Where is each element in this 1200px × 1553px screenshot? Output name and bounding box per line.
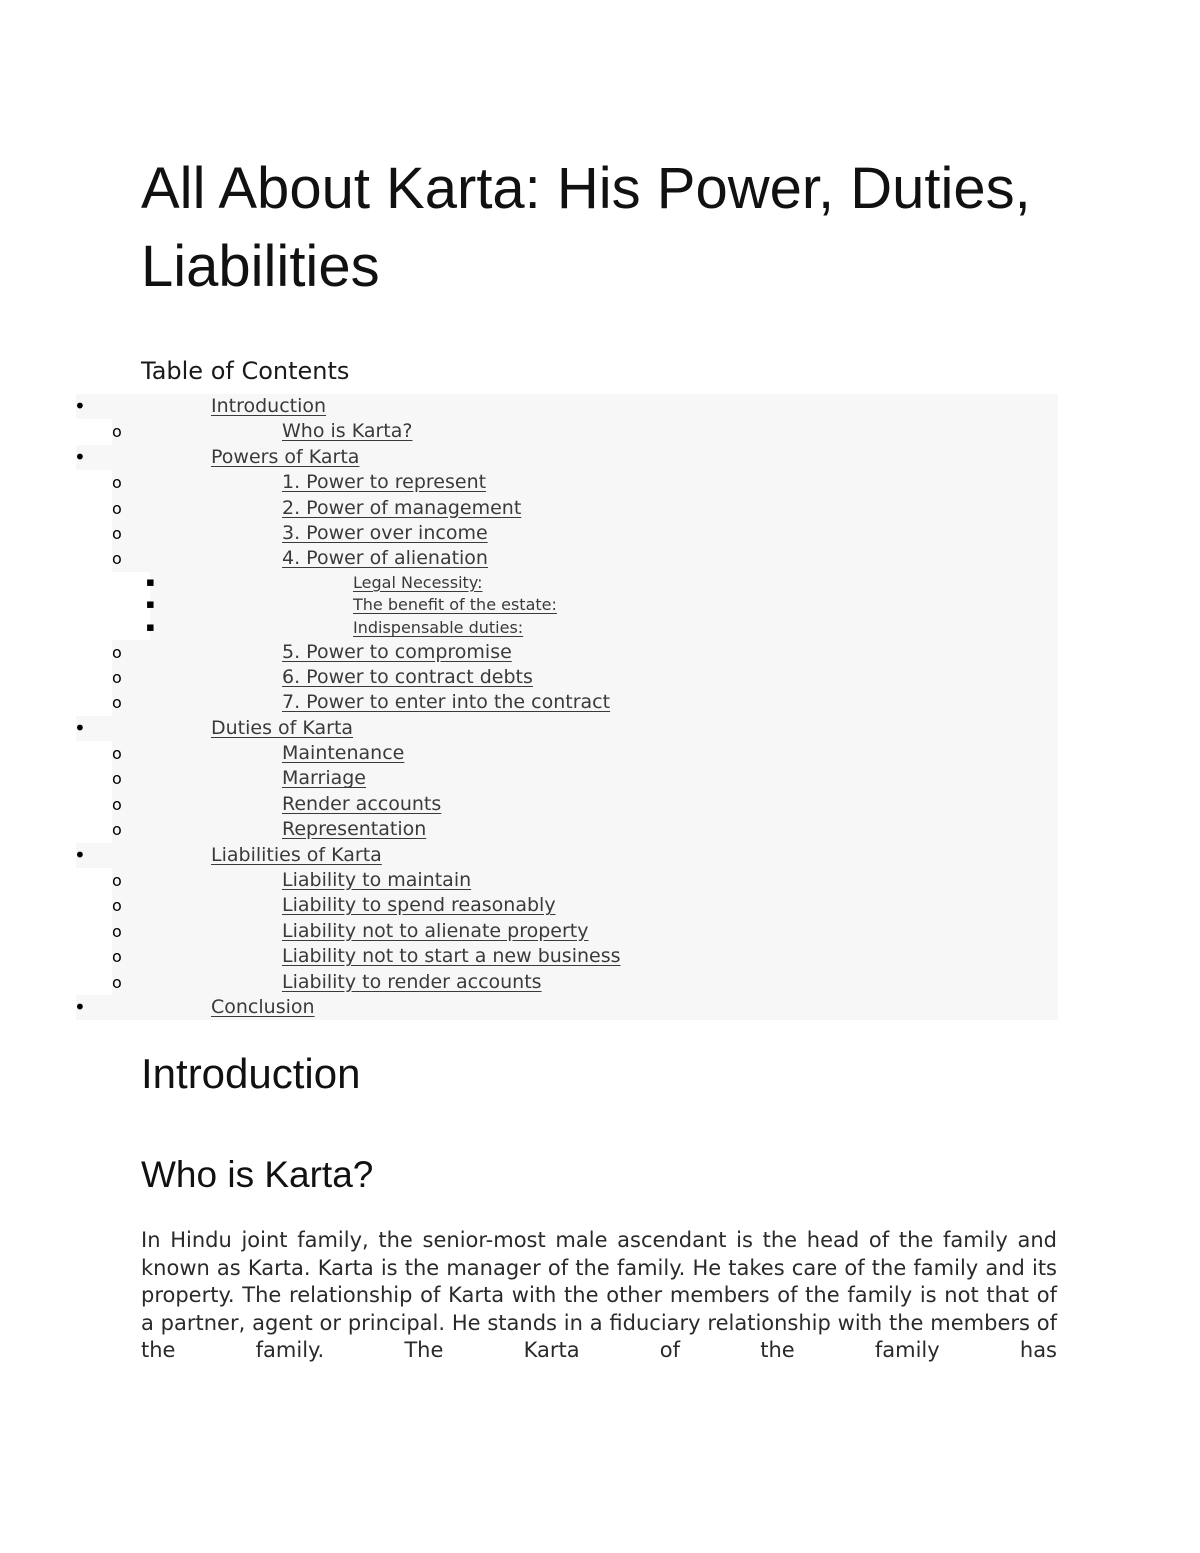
toc-item xyxy=(0,893,1200,918)
bullet-icon: o xyxy=(112,820,122,840)
toc-link[interactable]: Liability to spend reasonably xyxy=(282,894,556,917)
toc-link[interactable]: Introduction xyxy=(211,395,327,417)
toc-item xyxy=(0,594,1200,617)
toc-link[interactable]: Representation xyxy=(282,818,427,841)
toc-item xyxy=(0,970,1200,995)
toc-item-background xyxy=(112,970,1058,995)
toc-item xyxy=(0,470,1200,495)
bullet-icon: o xyxy=(112,972,122,992)
toc-item xyxy=(0,546,1200,571)
toc-link[interactable]: Liability not to start a new business xyxy=(282,945,621,968)
toc-link[interactable]: The benefit of the estate: xyxy=(353,595,557,615)
toc-item xyxy=(0,445,1200,470)
toc-item xyxy=(0,394,1200,419)
subsection-heading-who-is-karta: Who is Karta? xyxy=(141,1154,374,1195)
toc-link[interactable]: Marriage xyxy=(282,767,366,790)
toc-item xyxy=(0,817,1200,842)
toc-item xyxy=(0,419,1200,444)
toc-item xyxy=(0,995,1200,1020)
toc-item xyxy=(0,665,1200,690)
toc-item-background xyxy=(112,665,1058,690)
toc-link[interactable]: Liabilities of Karta xyxy=(211,843,382,866)
toc-item-background xyxy=(112,893,1058,918)
toc-heading: Table of Contents xyxy=(141,357,350,385)
bullet-icon: o xyxy=(112,896,122,916)
toc-link[interactable]: 1. Power to represent xyxy=(282,471,487,494)
bullet-icon: o xyxy=(112,947,122,967)
bullet-icon: o xyxy=(112,693,122,713)
toc-link[interactable]: Who is Karta? xyxy=(282,420,413,443)
toc-item xyxy=(0,496,1200,521)
toc-item xyxy=(0,617,1200,640)
toc-item-background xyxy=(112,419,1058,444)
toc-item xyxy=(0,944,1200,969)
toc-item xyxy=(0,640,1200,665)
bullet-icon: ▪ xyxy=(146,597,155,613)
toc-item xyxy=(0,741,1200,766)
bullet-icon: o xyxy=(112,549,122,569)
toc-link[interactable]: 4. Power of alienation xyxy=(282,547,488,570)
toc-item-background xyxy=(112,868,1058,893)
toc-item-background xyxy=(150,594,1058,617)
toc-link[interactable]: Maintenance xyxy=(282,742,405,765)
toc-link[interactable]: Liability to render accounts xyxy=(282,970,542,993)
bullet-icon: ▪ xyxy=(146,574,155,590)
bullet-icon: o xyxy=(112,422,122,442)
bullet-icon: o xyxy=(112,769,122,789)
toc-link[interactable]: Conclusion xyxy=(211,995,315,1018)
toc-item-background xyxy=(112,546,1058,571)
bullet-icon: o xyxy=(112,473,122,493)
toc-item-background xyxy=(112,766,1058,791)
toc-item-background xyxy=(112,470,1058,495)
toc-link[interactable]: Powers of Karta xyxy=(211,445,360,468)
bullet-icon: • xyxy=(74,444,86,469)
bullet-icon: o xyxy=(112,642,122,662)
toc-item xyxy=(0,843,1200,868)
toc-item-background xyxy=(112,521,1058,546)
toc-item xyxy=(0,572,1200,595)
bullet-icon: o xyxy=(112,667,122,687)
toc-link[interactable]: 2. Power of management xyxy=(282,496,522,519)
toc-item xyxy=(0,690,1200,715)
bullet-icon: o xyxy=(112,921,122,941)
section-heading-introduction: Introduction xyxy=(141,1050,361,1097)
toc-item xyxy=(0,766,1200,791)
toc-item xyxy=(0,521,1200,546)
toc-link[interactable]: 3. Power over income xyxy=(282,521,488,544)
toc-item xyxy=(0,792,1200,817)
bullet-icon: o xyxy=(112,794,122,814)
toc-link[interactable]: Liability not to alienate property xyxy=(282,919,589,942)
toc-link[interactable]: 5. Power to compromise xyxy=(282,640,512,663)
toc-link[interactable]: Duties of Karta xyxy=(211,716,354,739)
toc-item xyxy=(0,716,1200,741)
toc-item-background xyxy=(112,741,1058,766)
toc-item-background xyxy=(150,617,1058,640)
toc-link[interactable]: Legal Necessity: xyxy=(353,572,483,592)
bullet-icon: o xyxy=(112,498,122,518)
toc-item xyxy=(0,919,1200,944)
toc-link[interactable]: 7. Power to enter into the contract xyxy=(282,691,611,714)
bullet-icon: • xyxy=(74,715,86,740)
toc-item-background xyxy=(112,640,1058,665)
document-title: All About Karta: His Power, Duties, Liabilities xyxy=(141,156,1031,299)
toc-item-background xyxy=(112,496,1058,521)
bullet-icon: o xyxy=(112,744,122,764)
bullet-icon: ▪ xyxy=(146,619,155,635)
toc-item-background xyxy=(112,792,1058,817)
bullet-icon: • xyxy=(74,394,86,418)
bullet-icon: • xyxy=(74,994,86,1019)
toc-link[interactable]: Liability to maintain xyxy=(282,869,472,892)
bullet-icon: • xyxy=(74,842,86,867)
toc-item xyxy=(0,868,1200,893)
body-paragraph: In Hindu joint family, the senior-most male ascendant is the head of the family and known as Karta. Karta is the manager of the family. He takes care of the family and its property. The relationship of Karta with the other members of the family is not that of a partner, agent or principal. He stands in a fiduciary relationship with the members of the family. The Karta of the family has xyxy=(141,1228,1057,1363)
bullet-icon: o xyxy=(112,871,122,891)
toc-link[interactable]: Indispensable duties: xyxy=(353,617,524,637)
toc-link[interactable]: 6. Power to contract debts xyxy=(282,665,533,688)
table-of-contents xyxy=(0,394,1200,1020)
toc-item-background xyxy=(112,817,1058,842)
toc-link[interactable]: Render accounts xyxy=(282,792,442,815)
bullet-icon: o xyxy=(112,523,122,543)
toc-item-background xyxy=(150,572,1058,595)
